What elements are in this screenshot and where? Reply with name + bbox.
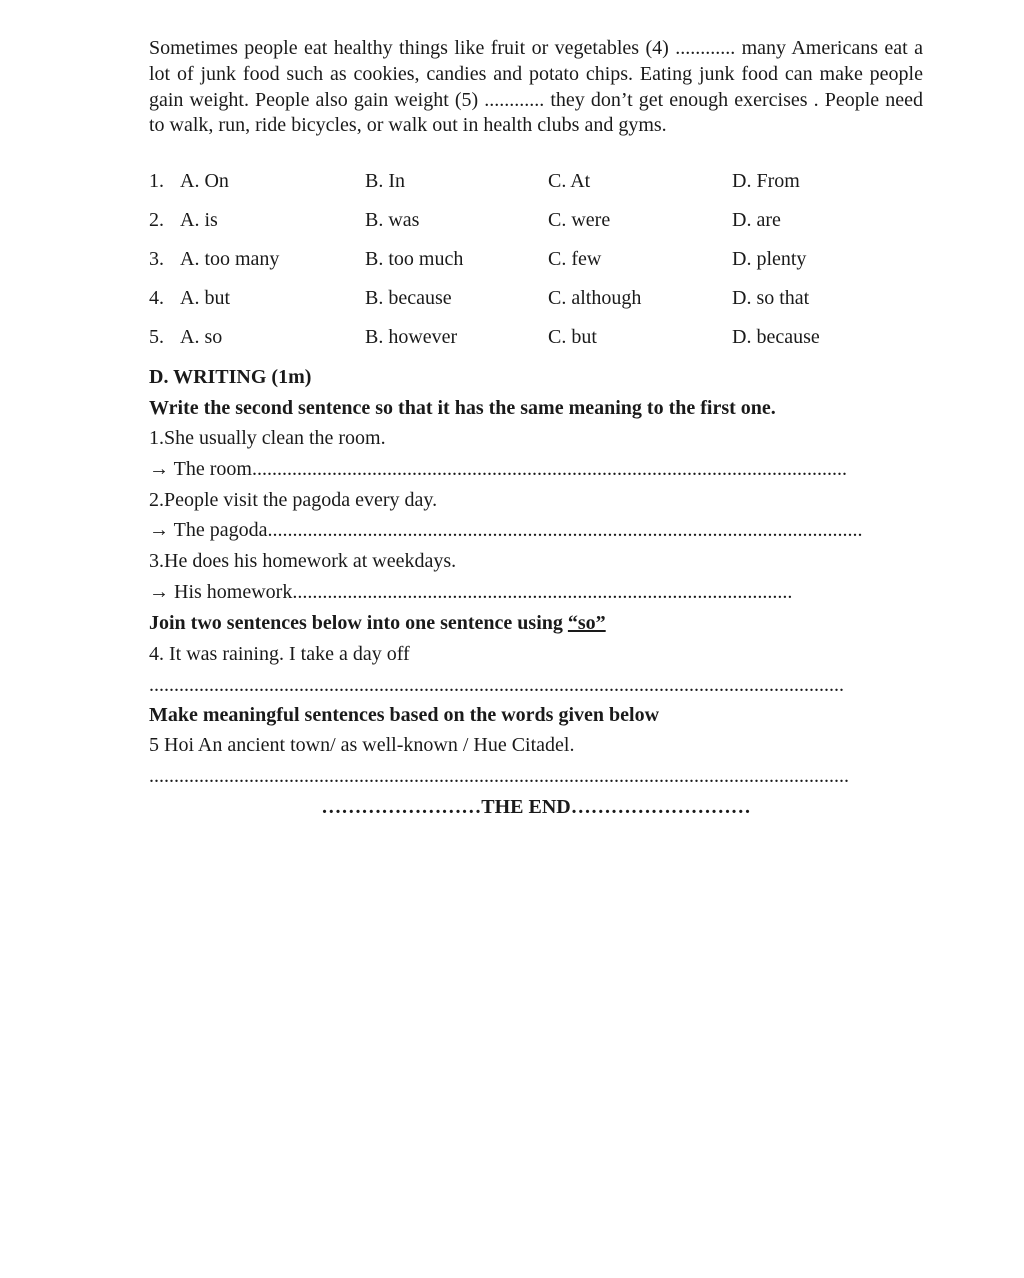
option-c: C. few — [548, 248, 602, 270]
option-b: B. however — [365, 326, 458, 348]
option-d: D. From — [732, 170, 800, 192]
option-a: A. but — [180, 287, 230, 309]
make-sentence-5: 5 Hoi An ancient town/ as well-known / Hue Citadel. — [149, 734, 575, 756]
option-a: A. so — [180, 326, 223, 348]
option-c: C. were — [548, 209, 611, 231]
option-a: A. too many — [180, 248, 280, 270]
the-end-footer: ……………………THE END……………………… — [321, 796, 751, 818]
option-d: D. plenty — [732, 248, 807, 270]
question-number: 5. — [149, 326, 164, 348]
option-d: D. so that — [732, 287, 810, 309]
rewrite-sentence-2: 2.People visit the pagoda every day. — [149, 489, 438, 511]
answer-line-2[interactable]: → The pagoda....................................................................................................................... — [149, 519, 863, 541]
join-instruction-text: Join two sentences below into one sentence using — [149, 612, 568, 634]
reading-passage: Sometimes people eat healthy things like fruit or vegetables (4) ............ many Americans eat a lot of junk food such as cookies, candies and potato chips. Eating junk food can make people gain weight. People also gain weight (5) ............ they don’t get enough exercises . People need to walk, run, ride bicycles, or walk out in health clubs and gyms. — [149, 37, 923, 137]
join-sentence-4: 4. It was raining. I take a day off — [149, 643, 410, 665]
question-number: 4. — [149, 287, 164, 309]
question-number: 3. — [149, 248, 164, 270]
rewrite-sentence-3: 3.He does his homework at weekdays. — [149, 550, 457, 572]
option-d: D. because — [732, 326, 820, 348]
answer-line-1[interactable]: → The room....................................................................................................................... — [149, 458, 847, 480]
answer-line-4[interactable]: ........................................................................................................................................... — [149, 674, 844, 696]
writing-heading: D. WRITING (1m) — [149, 366, 312, 388]
option-a: A. is — [180, 209, 218, 231]
answer-line-5[interactable]: ............................................................................................................................................ — [149, 765, 849, 787]
option-c: C. although — [548, 287, 642, 309]
rewrite-sentence-1: 1.She usually clean the room. — [149, 427, 386, 449]
question-row-3 — [149, 248, 949, 274]
option-a: A. On — [180, 170, 229, 192]
question-row-4 — [149, 287, 949, 313]
question-row-2 — [149, 209, 949, 235]
question-number: 1. — [149, 170, 164, 192]
writing-instruction-join — [149, 612, 606, 635]
option-c: C. At — [548, 170, 591, 192]
option-b: B. because — [365, 287, 452, 309]
writing-instruction-make: Make meaningful sentences based on the words given below — [149, 704, 660, 726]
option-b: B. was — [365, 209, 420, 231]
question-row-1 — [149, 170, 949, 196]
answer-line-3[interactable]: → His homework.................................................................................................... — [149, 581, 793, 603]
option-d: D. are — [732, 209, 781, 231]
option-c: C. but — [548, 326, 597, 348]
join-keyword: “so” — [567, 612, 606, 634]
question-number: 2. — [149, 209, 164, 231]
question-row-5 — [149, 326, 949, 352]
option-b: B. too much — [365, 248, 464, 270]
writing-instruction-rewrite: Write the second sentence so that it has the same meaning to the first one. — [149, 397, 776, 419]
option-b: B. In — [365, 170, 405, 192]
